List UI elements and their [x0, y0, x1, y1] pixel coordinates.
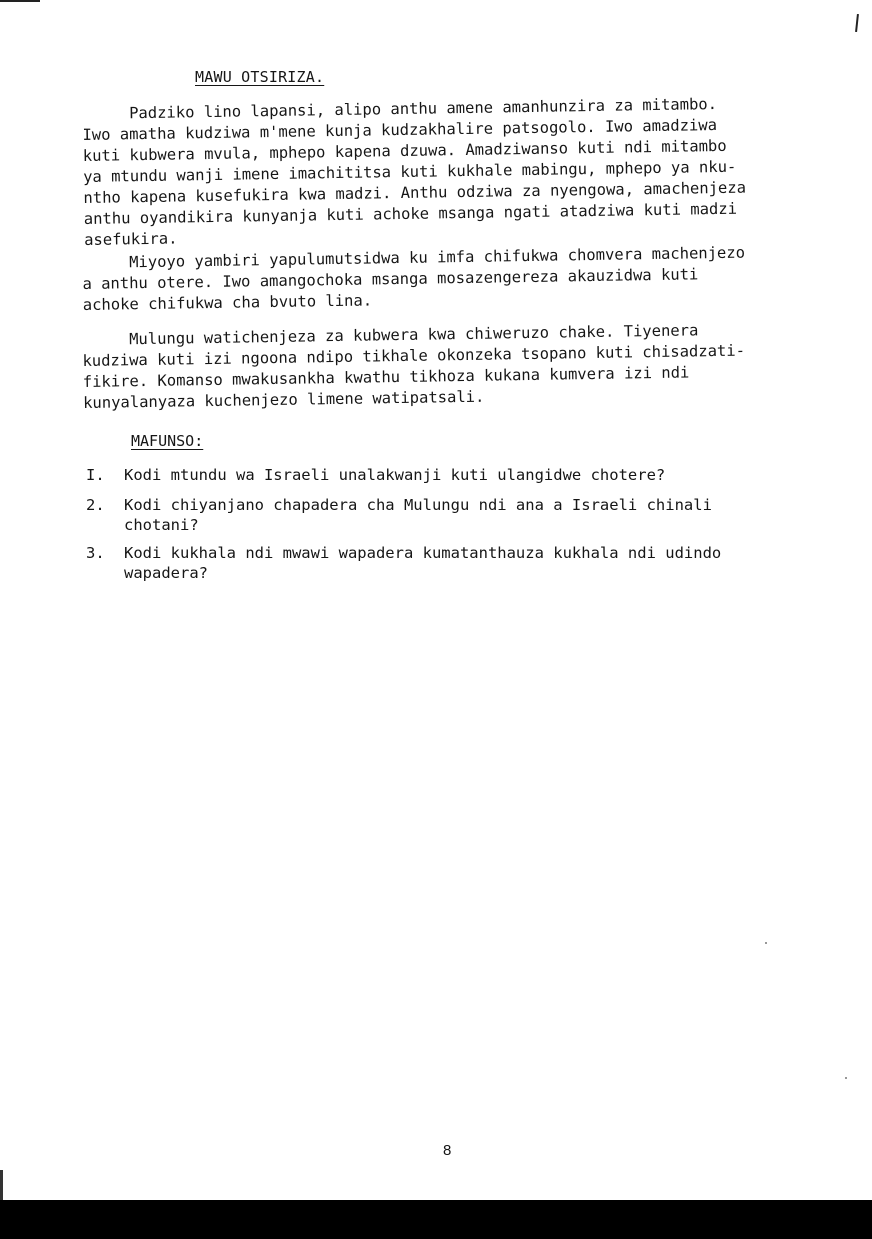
question-number: I. [86, 466, 105, 484]
paragraph-2 [82, 242, 788, 316]
question-text [124, 495, 712, 535]
paragraph-line: kunyalanyaza kuchenjezo limene watipatsali. [83, 387, 485, 412]
question-line: wapadera? [124, 564, 208, 582]
page-title: MAWU OTSIRIZA. [195, 68, 325, 86]
paragraph-line: Miyoyo yambiri yapulumutsidwa ku imfa chifukwa chomvera machenjezo [129, 243, 746, 272]
scan-artifact-bottom-band [0, 1200, 872, 1239]
question-number: 2. [86, 496, 105, 514]
question-line: Kodi kukhala ndi mwawi wapadera kumatanthauza kukhala ndi udindo [124, 544, 722, 562]
question-text [124, 465, 665, 485]
scan-speck [765, 942, 767, 944]
scan-speck [845, 1077, 847, 1079]
paragraph-line: kudziwa kuti izi ngoona ndipo tikhale okonzeka tsopano kuti chisadzati- [82, 341, 746, 370]
question-line: Kodi mtundu wa Israeli unalakwanji kuti ulangidwe chotere? [124, 466, 666, 484]
scan-artifact-top-left [0, 0, 40, 2]
scan-artifact-left-edge [0, 1170, 3, 1200]
paragraph-line: anthu oyandikira kunyanja kuti achoke msanga ngati atadziwa kuti madzi [83, 199, 738, 228]
paragraph-line: achoke chifukwa cha bvuto lina. [82, 291, 373, 314]
paragraph-line: Iwo amatha kudziwa m'mene kunja kudzakhalire patsogolo. Iwo amadziwa [82, 116, 718, 144]
question-line: chotani? [124, 516, 199, 534]
paragraph-line: Mulungu watichenjeza za kubwera kwa chiweruzo chake. Tiyenera [129, 321, 699, 349]
paragraph-1 [82, 93, 789, 251]
paragraph-line: kuti kubwera mvula, mphepo kapena dzuwa. Amadziwanso kuti ndi mitambo [82, 136, 727, 165]
paragraph-line: Padziko lino lapansi, alipo anthu amene amanhunzira za mitambo. [129, 95, 718, 123]
question-text [124, 543, 721, 583]
paragraph-line: asefukira. [83, 229, 178, 249]
paragraph-line: ya mtundu wanji imene imachititsa kuti kukhale mabingu, mphepo ya nku- [83, 157, 737, 186]
scan-artifact-right-mark [855, 14, 859, 32]
question-number: 3. [86, 544, 105, 562]
question-line: Kodi chiyanjano chapadera cha Mulungu ndi ana a Israeli chinali [124, 496, 712, 514]
paragraph-line: fikire. Komanso mwakusankha kwathu tikhoza kukana kumvera izi ndi [82, 363, 690, 391]
paragraph-line: ntho kapena kusefukira kwa madzi. Anthu odziwa za nyengowa, amachenjeza [83, 178, 747, 207]
paragraph-3 [82, 319, 788, 414]
questions-heading: MAFUNSO: [131, 432, 204, 450]
paragraph-line: a anthu otere. Iwo amangochoka msanga mosazengereza akauzidwa kuti [82, 265, 699, 293]
page-number: 8 [443, 1142, 452, 1159]
